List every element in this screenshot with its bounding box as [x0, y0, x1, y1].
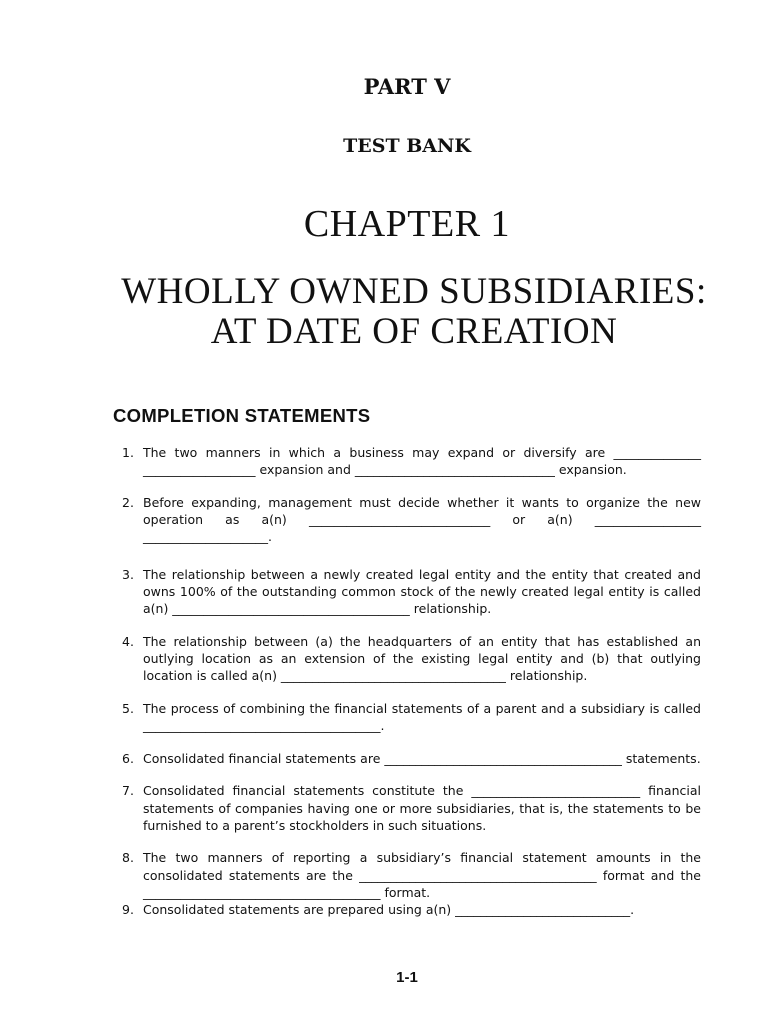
item-text: The relationship between a newly created legal entity and the entity that created and owns 100% of the outstanding common stock of the newly created legal entity is called a(n) ______________________________________ relationship.: [143, 566, 701, 616]
page-number: 1-1: [396, 969, 418, 986]
chapter-title: CHAPTER 1: [303, 203, 511, 245]
list-item: [113, 901, 701, 918]
chapter-subtitle-line-1: WHOLLY OWNED SUBSIDIARIES:: [121, 271, 707, 312]
part-label: PART V: [363, 74, 451, 99]
section-heading: COMPLETION STATEMENTS: [113, 405, 371, 426]
chapter-subtitle-line-2: AT DATE OF CREATION: [210, 311, 618, 352]
item-number: 1.: [122, 445, 134, 460]
item-number: 9.: [122, 902, 134, 918]
list-item: [113, 566, 701, 618]
item-text: Consolidated statements are prepared using a(n) ____________________________.: [143, 902, 635, 918]
list-item: [113, 494, 701, 546]
item-text: Consolidated financial statements are ______________________________________ statements.: [143, 750, 701, 766]
list-item: [113, 849, 701, 901]
list-item: [113, 700, 701, 734]
list-item: [113, 444, 701, 478]
item-text: The relationship between (a) the headquarters of an entity that has established an outlying location as an extension of the existing legal entity and (b) that outlying location is called a(n) ____________________________________ relationship.: [143, 633, 701, 684]
item-text: Before expanding, management must decide whether it wants to organize the new operation as a(n) _____________________________ or a(n) _________________ ____________________.: [143, 494, 701, 545]
item-text: Consolidated financial statements constitute the ___________________________ financial statements of companies having one or more subsidiaries, that is, the statements to be furnished to a parent’s stockholders in such situations.: [143, 783, 701, 833]
item-number: 6.: [122, 750, 134, 766]
list-item: [113, 782, 701, 834]
item-number: 4.: [122, 633, 134, 649]
list-item: [113, 750, 701, 767]
item-number: 5.: [122, 700, 134, 716]
item-number: 7.: [122, 783, 134, 799]
item-text: The process of combining the financial statements of a parent and a subsidiary is called ______________________________________.: [143, 700, 701, 733]
test-bank-label: TEST BANK: [343, 135, 471, 157]
item-text: The two manners in which a business may expand or diversify are ______________ __________________ expansion and ________________________________ expansion.: [143, 445, 701, 478]
item-number: 3.: [122, 566, 134, 582]
item-text: The two manners of reporting a subsidiary’s financial statement amounts in the consolidated statements are the ______________________________________ format and the ______________________________________ format.: [143, 850, 701, 900]
item-number: 2.: [122, 494, 134, 510]
chapter-subtitle: [0, 272, 768, 352]
list-item: [113, 633, 701, 685]
item-number: 8.: [122, 850, 134, 866]
completion-statements-list: [113, 444, 701, 918]
